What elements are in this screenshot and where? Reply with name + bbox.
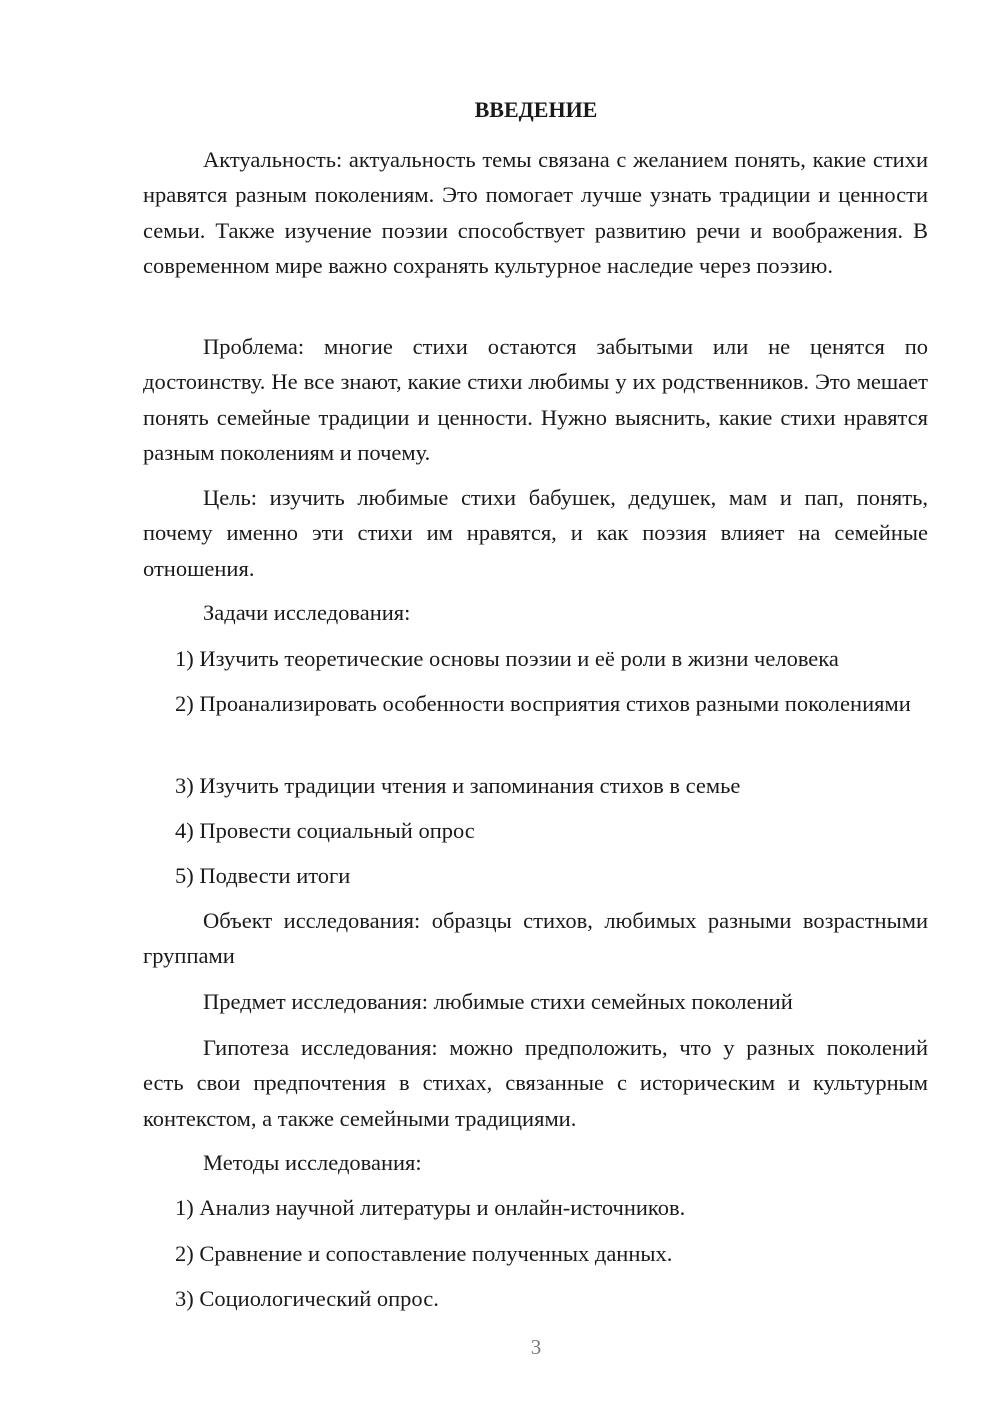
method-item: 3) Социологический опрос. [175, 1286, 439, 1311]
tasks-heading: Задачи исследования: [203, 600, 411, 625]
task-item: 2) Проанализировать особенности восприятия стихов разными поколениями [175, 691, 911, 716]
relevance-paragraph: Актуальность: актуальность темы связана с желанием понять, какие стихи нравятся разным поколениям. Это помогает лучше узнать традиции и ценности семьи. Также изучение поэзии способствует развитию речи и воображения. В современном мире важно сохранять культурное наследие через поэзию. [143, 147, 928, 278]
method-item: 2) Сравнение и сопоставление полученных данных. [175, 1241, 673, 1266]
subject-paragraph: Предмет исследования: любимые стихи семейных поколений [203, 989, 793, 1014]
task-item: 1) Изучить теоретические основы поэзии и её роли в жизни человека [175, 646, 839, 671]
object-paragraph: Объект исследования: образцы стихов, любимых разными возрастными группами [143, 908, 928, 969]
goal-paragraph: Цель: изучить любимые стихи бабушек, дедушек, мам и пап, понять, почему именно эти стихи им нравятся, и как поэзия влияет на семейные отношения. [143, 485, 928, 581]
method-item: 1) Анализ научной литературы и онлайн-источников. [175, 1195, 686, 1220]
problem-paragraph: Проблема: многие стихи остаются забытыми или не ценятся по достоинству. Не все знают, какие стихи любимы у их родственников. Это мешает понять семейные традиции и ценности. Нужно выяснить, какие стихи нравятся разным поколениям и почему. [143, 334, 928, 465]
hypothesis-paragraph: Гипотеза исследования: можно предположить, что у разных поколений есть свои предпочтения в стихах, связанные с историческим и культурным контекстом, а также семейными традициями. [143, 1035, 928, 1131]
page-title: ВВЕДЕНИЕ [474, 97, 598, 122]
task-item: 3) Изучить традиции чтения и запоминания стихов в семье [175, 773, 741, 798]
methods-heading: Методы исследования: [203, 1150, 422, 1175]
page-number: 3 [530, 1335, 542, 1359]
task-item: 4) Провести социальный опрос [175, 818, 475, 843]
task-item: 5) Подвести итоги [175, 863, 351, 888]
